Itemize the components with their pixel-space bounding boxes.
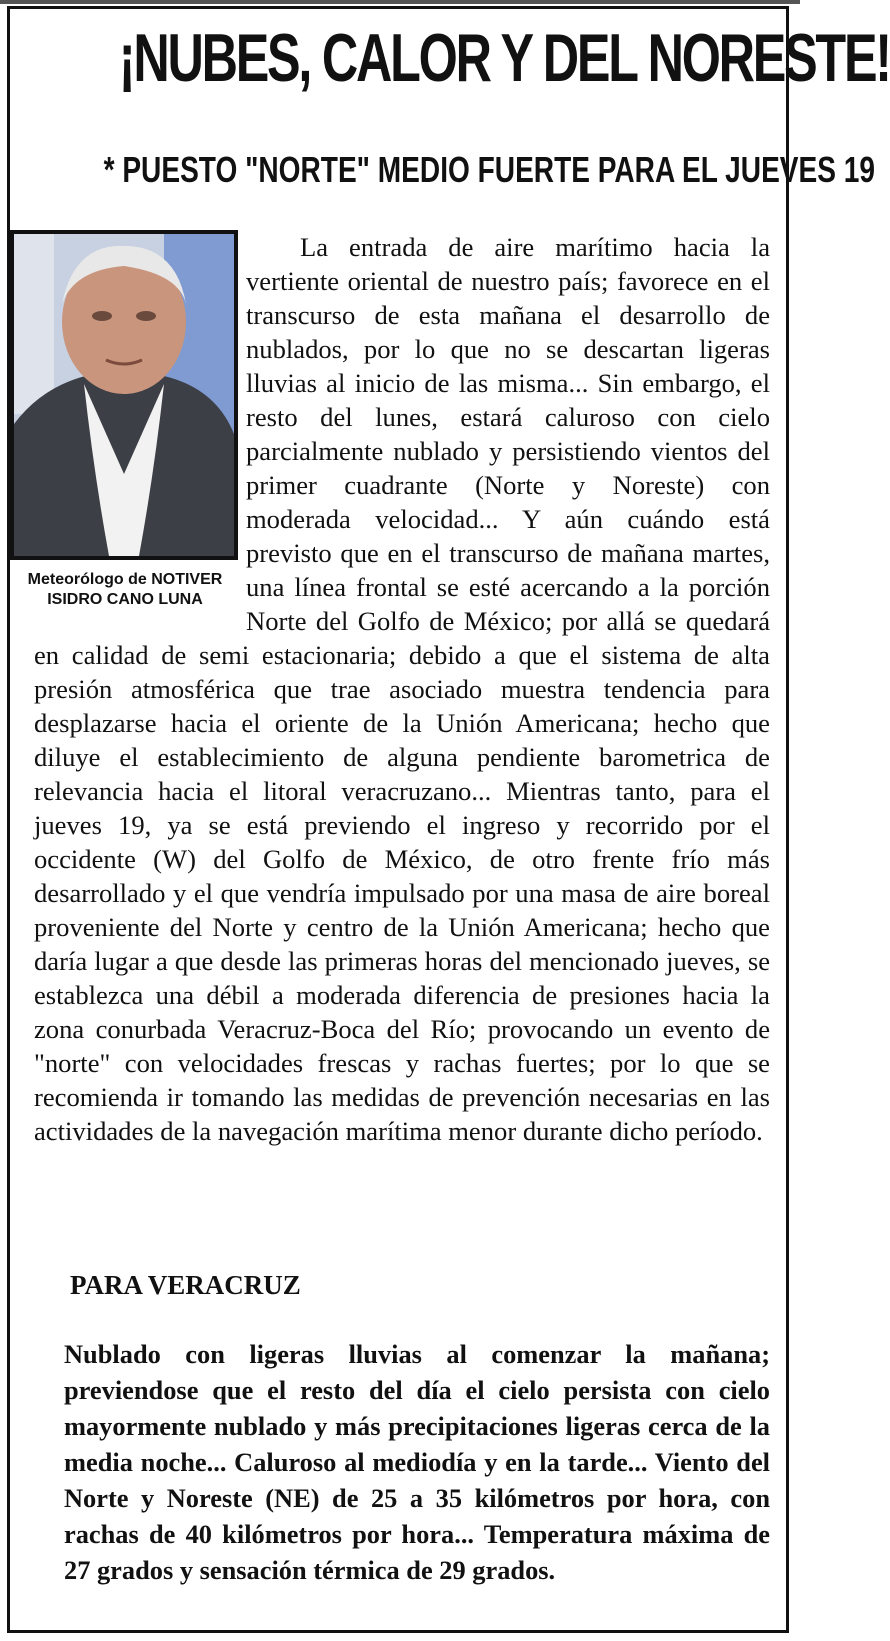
- article-body: [34, 230, 770, 1148]
- photo-wrap-space: [34, 230, 246, 635]
- forecast-paragraph: Nublado con ligeras lluvias al comenzar la mañana; previendose que el resto del día el cielo persista con cielo mayormente nublado y más precipitaciones ligeras cerca de la media noche... Caluroso al mediodía y en la tarde... Viento del Norte y Noreste (NE) de 25 a 35 kilómetros por hora, con rachas de 40 kilómetros por hora... Temperatura máxima de 27 grados y sensación térmica de 29 grados.: [64, 1339, 770, 1585]
- caption-title: Meteorólogo de NOTIVER: [27, 571, 223, 588]
- article-headline: ¡NUBES, CALOR Y DEL NORESTE!: [118, 20, 890, 96]
- article-subheadline: * PUESTO "NORTE" MEDIO FUERTE PARA EL JUEVES 19: [103, 149, 876, 190]
- forecast-block: [64, 1336, 770, 1588]
- top-rule: [0, 0, 800, 4]
- article-paragraph: La entrada de aire marítimo hacia la vertiente oriental de nuestro país; favorece en el transcurso de esta mañana el desarrollo de nublados, por lo que no se descartan ligeras lluvias al inicio de las misma... Sin embargo, el resto del lunes, estará caluroso con cielo parcialmente nublado y persistiendo vientos del primer cuadrante (Norte y Noreste) con moderada velocidad... Y aún cuándo está previsto que en el transcurso de mañana martes, una línea frontal se esté acercando a la porción Norte del Golfo de México; por allá se quedará en calidad de semi estacionaria; debido a que el sistema de alta presión atmosférica que trae asociado muestra tendencia para desplazarse hacia el oriente de la Unión Americana; hecho que diluye el establecimiento de alguna pendiente barometrica de relevancia hacia el litoral veracruzano... Mientras tanto, para el jueves 19, ya se está previendo el ingreso y recorrido por el occidente (W) del Golfo de México, de otro frente frío más desarrollado y el que vendría impulsado por una masa de aire boreal proveniente del Norte y centro de la Unión Americana; hecho que daría lugar a que desde las primeras horas del mencionado jueves, se establezca una débil a moderada diferencia de presiones hacia la zona conurbada Veracruz-Boca del Río; provocando un evento de "norte" con velocidades frescas y rachas fuertes; por lo que se recomienda ir tomando las medidas de prevención necesarias en las actividades de la navegación marítima menor durante dicho período.: [34, 232, 770, 1146]
- caption-name: ISIDRO CANO LUNA: [47, 591, 203, 608]
- section-title: PARA VERACRUZ: [70, 1270, 301, 1300]
